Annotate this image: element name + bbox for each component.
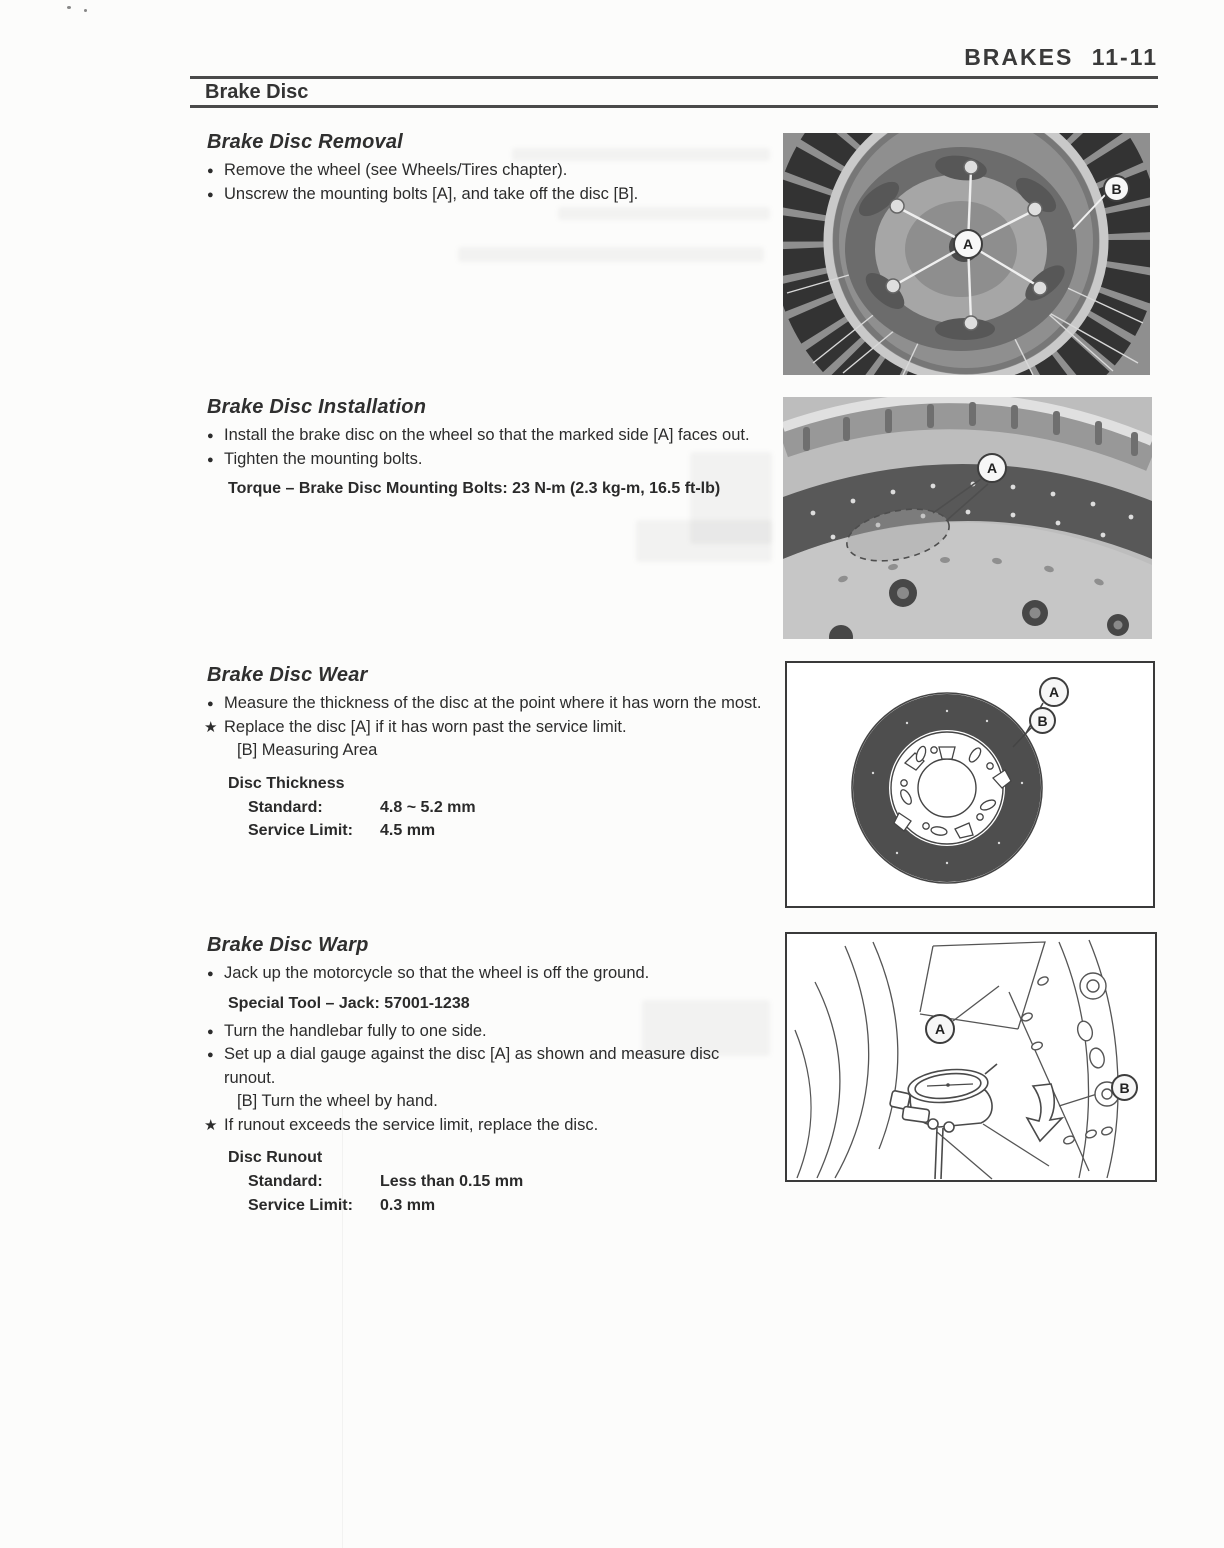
page-header: BRAKES 11-11 xyxy=(964,44,1158,70)
star-icon: ★ xyxy=(204,718,218,736)
spec-title: Disc Thickness xyxy=(228,774,345,792)
installation-step xyxy=(207,424,772,448)
spec-row-service-limit xyxy=(248,819,772,843)
installation-step xyxy=(207,448,772,472)
installation-section xyxy=(207,396,772,505)
figure-brake-disc-removal-photo xyxy=(783,133,1150,375)
star-icon: ★ xyxy=(204,1116,218,1134)
spec-value: Less than 0.15 mm xyxy=(380,1173,524,1190)
spec-value: 0.3 mm xyxy=(380,1196,436,1214)
removal-step-text: Unscrew the mounting bolts [A], and take off the disc [B]. xyxy=(224,184,639,203)
installation-step-text: Tighten the mounting bolts. xyxy=(224,449,423,468)
spec-label: Standard: xyxy=(248,798,323,816)
callout-b xyxy=(1111,1074,1138,1101)
spec-row-standard xyxy=(248,1170,772,1194)
callout-a xyxy=(925,1014,955,1044)
section-rule xyxy=(190,105,1158,108)
callout-b xyxy=(1029,707,1056,734)
disc-thickness-spec xyxy=(228,775,772,843)
callout-a-letter: A xyxy=(1048,684,1060,700)
scan-speck xyxy=(84,9,87,12)
scan-speck xyxy=(67,6,71,9)
bleedthrough-artifact xyxy=(458,247,764,262)
removal-title: Brake Disc Removal xyxy=(207,131,403,153)
warp-conditional-step xyxy=(204,1114,772,1138)
callout-a xyxy=(977,453,1007,483)
disc-mark-photo-illustration xyxy=(783,397,1152,639)
spec-label: Service Limit: xyxy=(248,1196,353,1214)
warp-title: Brake Disc Warp xyxy=(207,934,369,956)
section-title: Brake Disc xyxy=(205,81,309,103)
bullet-icon: ● xyxy=(207,165,214,177)
warp-step xyxy=(207,962,772,986)
spec-row-service-limit xyxy=(248,1194,772,1218)
wear-conditional-text: Replace the disc [A] if it has worn past the service limit. xyxy=(224,717,627,736)
wear-conditional-step xyxy=(204,716,772,740)
spec-row-standard xyxy=(248,796,772,820)
spec-label: Standard: xyxy=(248,1173,323,1190)
warp-section xyxy=(204,934,772,1217)
disc-runout-spec xyxy=(228,1149,772,1217)
warp-conditional-text: If runout exceeds the service limit, replace the disc. xyxy=(224,1115,599,1134)
bleedthrough-artifact xyxy=(558,207,770,220)
warp-note-b: [B] Turn the wheel by hand. xyxy=(237,1092,438,1110)
callout-a-letter: A xyxy=(986,460,998,476)
callout-b-letter: B xyxy=(1111,180,1122,197)
disc-wear-diagram xyxy=(787,663,1153,906)
wear-title: Brake Disc Wear xyxy=(207,664,368,686)
installation-title: Brake Disc Installation xyxy=(207,396,427,418)
header-rule xyxy=(190,76,1158,79)
bullet-icon: ● xyxy=(207,1049,214,1061)
figure-brake-disc-installation-photo xyxy=(783,397,1152,639)
warp-step xyxy=(207,1043,772,1090)
callout-b-letter: B xyxy=(1119,1079,1130,1096)
bullet-icon: ● xyxy=(207,453,214,466)
figure-brake-disc-warp-diagram xyxy=(785,932,1157,1182)
removal-section xyxy=(207,131,772,206)
bullet-icon: ● xyxy=(207,188,214,201)
callout-a-letter: A xyxy=(962,236,974,252)
bullet-icon: ● xyxy=(207,968,214,980)
bullet-icon: ● xyxy=(207,430,214,442)
removal-step xyxy=(207,159,772,183)
spec-title: Disc Runout xyxy=(228,1149,323,1166)
callout-b xyxy=(1103,175,1130,202)
wear-section xyxy=(204,664,772,843)
warp-step xyxy=(207,1020,772,1044)
warp-step-text: Jack up the motorcycle so that the wheel is off the ground. xyxy=(224,964,650,982)
wear-note-b: [B] Measuring Area xyxy=(237,741,378,759)
bullet-icon: ● xyxy=(207,698,214,710)
callout-b-letter: B xyxy=(1037,712,1048,729)
callout-a xyxy=(1039,677,1069,707)
callout-a-letter: A xyxy=(934,1021,946,1037)
bleedthrough-artifact xyxy=(636,520,772,562)
bullet-icon: ● xyxy=(207,1025,214,1038)
wear-step xyxy=(207,692,772,716)
warp-step-text: Set up a dial gauge against the disc [A] as shown and measure disc runout. xyxy=(224,1045,720,1087)
spec-value: 4.5 mm xyxy=(380,822,436,839)
callout-a xyxy=(953,229,983,259)
removal-step xyxy=(207,183,772,207)
removal-step-text: Remove the wheel (see Wheels/Tires chapter). xyxy=(224,161,568,179)
spec-value: 4.8 ~ 5.2 mm xyxy=(380,798,476,816)
spec-label: Service Limit: xyxy=(248,822,353,839)
wear-step-text: Measure the thickness of the disc at the point where it has worn the most. xyxy=(224,694,762,712)
installation-step-text: Install the brake disc on the wheel so that the marked side [A] faces out. xyxy=(224,426,750,444)
warp-step-text: Turn the handlebar fully to one side. xyxy=(224,1021,487,1040)
special-tool-spec: Special Tool – Jack: 57001-1238 xyxy=(228,994,470,1012)
figure-brake-disc-wear-diagram xyxy=(785,661,1155,908)
dial-gauge-diagram xyxy=(787,934,1155,1180)
torque-spec: Torque – Brake Disc Mounting Bolts: 23 N-m (2.3 kg-m, 16.5 ft-lb) xyxy=(228,480,721,497)
